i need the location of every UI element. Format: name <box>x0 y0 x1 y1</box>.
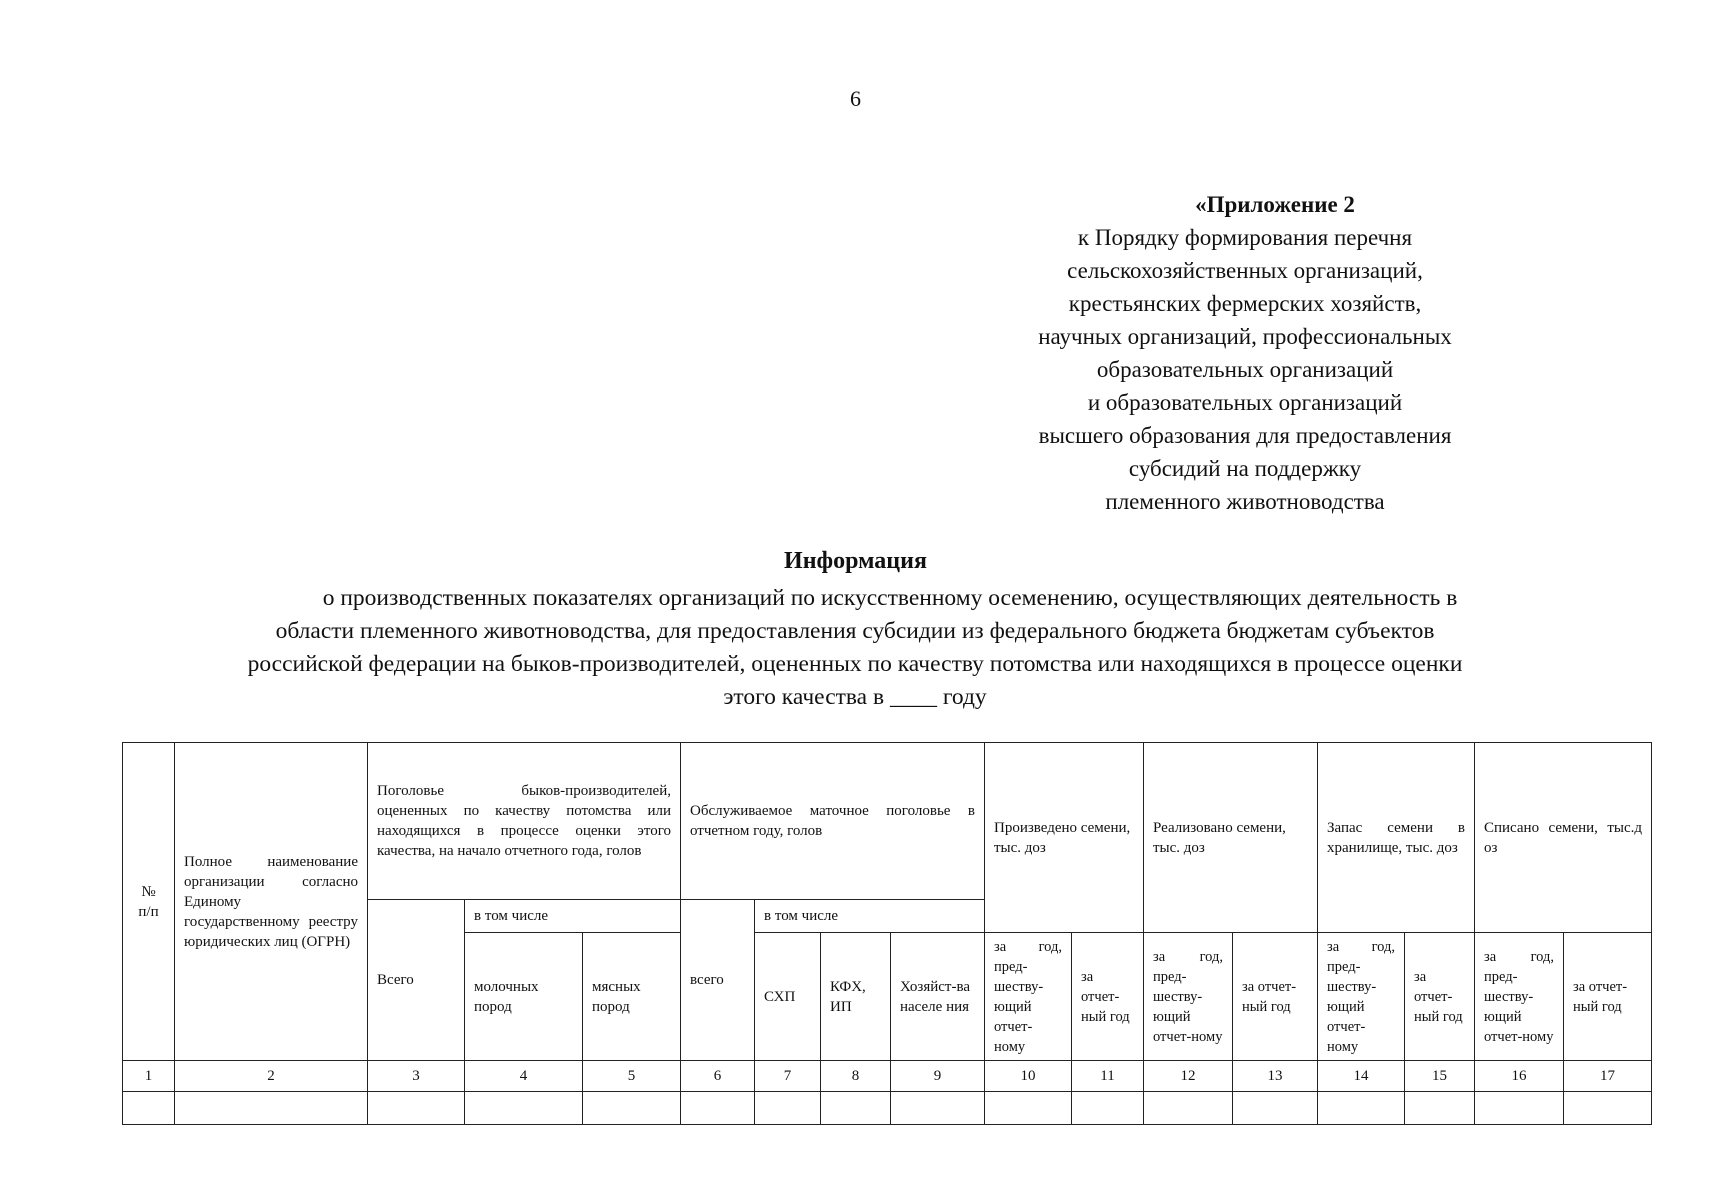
header-stock-report-year: за отчет-ный год <box>1405 933 1475 1061</box>
column-number-cell: 17 <box>1564 1061 1652 1092</box>
table-row <box>123 1092 1652 1125</box>
empty-cell[interactable] <box>821 1092 891 1125</box>
header-written-off: Списано семени, тыс.д оз <box>1475 743 1652 933</box>
appendix-line: крестьянских фермерских хозяйств, <box>1068 291 1422 316</box>
empty-cell[interactable] <box>891 1092 985 1125</box>
column-number-cell: 13 <box>1233 1061 1318 1092</box>
report-form-table <box>122 742 1652 1125</box>
empty-cell[interactable] <box>465 1092 583 1125</box>
appendix-line: субсидий на поддержку <box>1128 456 1362 481</box>
column-number-cell: 2 <box>175 1061 368 1092</box>
report-form-table-wrapper <box>122 742 1652 1125</box>
empty-cell[interactable] <box>583 1092 681 1125</box>
header-produced: Произведено семени, тыс. доз <box>985 743 1144 933</box>
header-bulls-including: в том числе <box>465 900 681 933</box>
empty-cell[interactable] <box>123 1092 175 1125</box>
appendix-title: «Приложение 2 <box>1195 192 1355 217</box>
appendix-line: племенного животноводства <box>1105 489 1385 514</box>
empty-cell[interactable] <box>1564 1092 1652 1125</box>
empty-cell[interactable] <box>755 1092 821 1125</box>
document-subtitle <box>110 582 1600 714</box>
subtitle-line: области племенного животноводства, для предоставления субсидии из федерального бюджета бюджетам субъектов <box>275 618 1435 644</box>
column-number-cell: 10 <box>985 1061 1072 1092</box>
empty-cell[interactable] <box>175 1092 368 1125</box>
appendix-line: к Порядку формирования перечня <box>1077 225 1413 250</box>
header-herd-total: всего <box>681 900 755 1061</box>
subtitle-line: о производственных показателях организаций по искусственному осеменению, осуществляющих деятельность в <box>322 585 1458 611</box>
column-number-cell: 11 <box>1072 1061 1144 1092</box>
header-skhp: СХП <box>755 933 821 1061</box>
column-number-cell: 9 <box>891 1061 985 1092</box>
header-produced-prev-year: за год, пред-шеству-ющий отчет-ному <box>985 933 1072 1061</box>
header-kfh-ip: КФХ, ИП <box>821 933 891 1061</box>
header-meat-breeds: мясных пород <box>583 933 681 1061</box>
subtitle-line: этого качества в ____ году <box>723 684 987 710</box>
header-bulls-group: Поголовье быков-производителей, оцененных по качеству потомства или находящихся в процессе оценки этого качества, на начало отчетного года, голов <box>368 743 681 900</box>
header-herd-including: в том числе <box>755 900 985 933</box>
subtitle-line: российской федерации на быков-производителей, оцененных по качеству потомства или находящихся в процессе оценки <box>247 651 1463 677</box>
header-sold-prev-year: за год, пред-шеству-ющий отчет-ному <box>1144 933 1233 1061</box>
header-produced-report-year: за отчет-ный год <box>1072 933 1144 1061</box>
column-number-cell: 16 <box>1475 1061 1564 1092</box>
column-number-cell: 3 <box>368 1061 465 1092</box>
header-number: № п/п <box>123 743 175 1061</box>
header-sold: Реализовано семени, тыс. доз <box>1144 743 1318 933</box>
appendix-line: образовательных организаций <box>1096 357 1394 382</box>
column-number-cell: 1 <box>123 1061 175 1092</box>
appendix-line: высшего образования для предоставления <box>1038 423 1452 448</box>
header-written-off-report-year: за отчет-ный год <box>1564 933 1652 1061</box>
header-sold-report-year: за отчет-ный год <box>1233 933 1318 1061</box>
column-number-cell: 7 <box>755 1061 821 1092</box>
empty-cell[interactable] <box>1405 1092 1475 1125</box>
header-stock: Запас семени в хранилище, тыс. доз <box>1318 743 1475 933</box>
column-number-cell: 6 <box>681 1061 755 1092</box>
empty-cell[interactable] <box>1072 1092 1144 1125</box>
page-number: 6 <box>850 86 861 111</box>
empty-cell[interactable] <box>1144 1092 1233 1125</box>
appendix-block <box>1020 188 1470 518</box>
column-number-cell: 4 <box>465 1061 583 1092</box>
column-number-cell: 15 <box>1405 1061 1475 1092</box>
header-org-name: Полное наименование организации согласно Единому государственному реестру юридических лиц (ОГРН) <box>175 743 368 1061</box>
empty-cell[interactable] <box>1475 1092 1564 1125</box>
header-written-off-prev-year: за год, пред-шеству-ющий отчет-ному <box>1475 933 1564 1061</box>
empty-cell[interactable] <box>985 1092 1072 1125</box>
empty-cell[interactable] <box>681 1092 755 1125</box>
column-number-cell: 5 <box>583 1061 681 1092</box>
appendix-line: научных организаций, профессиональных <box>1038 324 1452 349</box>
column-number-cell: 8 <box>821 1061 891 1092</box>
header-dairy-breeds: молочных пород <box>465 933 583 1061</box>
empty-cell[interactable] <box>1318 1092 1405 1125</box>
header-stock-prev-year: за год, пред-шеству-ющий отчет-ному <box>1318 933 1405 1061</box>
header-households: Хозяйст-ва населе ния <box>891 933 985 1061</box>
column-number-cell: 14 <box>1318 1061 1405 1092</box>
header-herd-group: Обслуживаемое маточное поголовье в отчетном году, голов <box>681 743 985 900</box>
appendix-line: и образовательных организаций <box>1087 390 1403 415</box>
empty-cell[interactable] <box>1233 1092 1318 1125</box>
column-number-cell: 12 <box>1144 1061 1233 1092</box>
document-title: Информация <box>784 548 927 574</box>
header-bulls-total: Всего <box>368 900 465 1061</box>
appendix-line: сельскохозяйственных организаций, <box>1067 258 1423 283</box>
empty-cell[interactable] <box>368 1092 465 1125</box>
